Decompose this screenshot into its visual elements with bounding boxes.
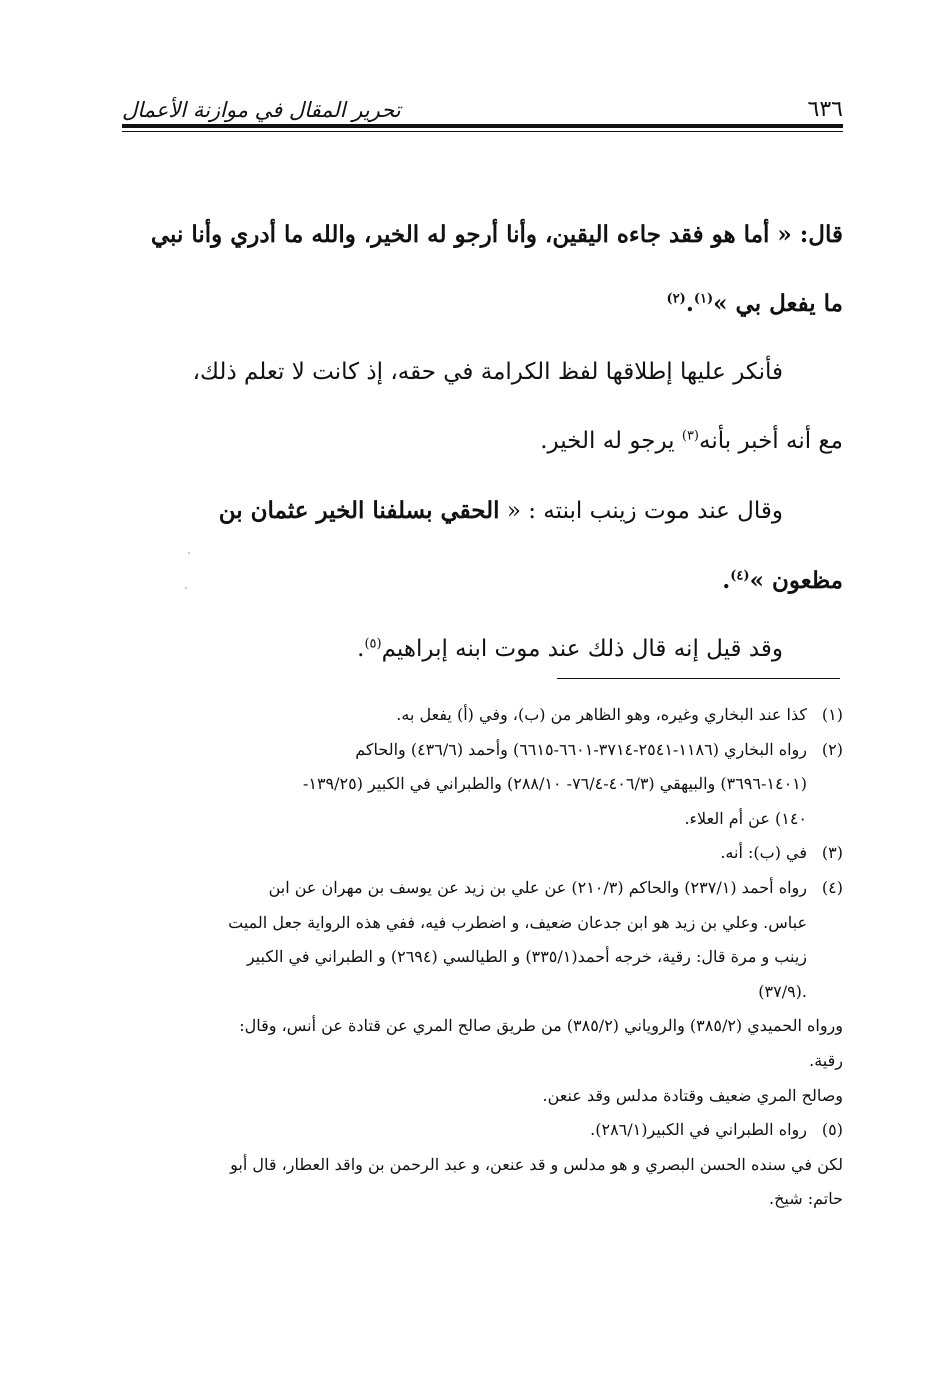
footnote-4-line-6: رقية.: [809, 1050, 843, 1070]
footnote-4-line-2: عباس. وعلي بن زيد هو ابن جدعان ضعيف، و اضطرب فيه، ففي هذه الرواية جعل الميت: [228, 912, 807, 932]
footnote-number: (٤): [821, 877, 843, 897]
footnote-2-line-2: (١٤٠١-٣٦٩٦) والبيهقي (٤٠٦/٣-٧٦/٤- ٢٨٨/١٠) والطبراني في الكبير (١٣٩/٢٥-: [302, 774, 807, 794]
footnote-separator: [557, 678, 840, 679]
footnote-5: [122, 1113, 843, 1148]
footnote-ref-5[interactable]: (٥): [364, 636, 382, 652]
paragraph-1-line-1: قال: « أما هو فقد جاءه اليقين، وأنا أرجو له الخير، والله ما أدري وأنا نبي: [150, 221, 843, 248]
footnote-2-line-3: ١٤٠) عن أم العلاء.: [684, 808, 807, 828]
text-segment: وقد قيل إنه قال ذلك عند موت ابنه إبراهيم: [381, 636, 783, 662]
paragraph-3-line-1: [122, 476, 843, 546]
text-segment: وقال عند موت زينب ابنته : «: [499, 498, 783, 524]
header-rule-thin: [122, 131, 843, 132]
footnote-4-line-7: وصالح المري ضعيف وقتادة مدلس وقد عنعن.: [542, 1085, 843, 1105]
footnote-text: رواه البخاري (١١٨٦-٢٥٤١-٣٧١٤-٦٦٠١-٦٦١٥) وأحمد (٤٣٦/٦) والحاكم: [355, 739, 807, 759]
running-title: تحرير المقال في موازنة الأعمال: [122, 98, 401, 122]
footnote-number: (٣): [821, 843, 843, 863]
footnote-ref-3[interactable]: (٣): [681, 428, 699, 444]
footnote-4-line-5: ورواه الحميدي (٣٨٥/٢) والروياني (٣٨٥/٢) من طريق صالح المري عن قتادة عن أنس، وقال:: [239, 1016, 843, 1036]
page-header: [122, 82, 843, 122]
paragraph-4-line-1: وقد قيل إنه قال ذلك عند موت ابنه إبراهيم$^{(٥)}$.: [357, 636, 783, 662]
footnotes: [122, 698, 843, 1217]
main-text: [122, 200, 843, 684]
footnote-text: رواه الطبراني في الكبير(٢٨٦/١).: [590, 1120, 807, 1140]
page-number: ٦٣٦: [807, 97, 843, 122]
text-segment: مع أنه أخبر بأنه: [699, 428, 843, 454]
footnote-1: [122, 698, 843, 733]
paragraph-3-line-2: مظعون »$^{(٤)}$.: [722, 567, 843, 594]
footnote-4-line-4: .(٣٧/٩): [758, 981, 807, 1001]
footnote-3: [122, 836, 843, 871]
footnote-text: كذا عند البخاري وغيره، وهو الظاهر من (ب)، وفي (أ) يفعل به.: [396, 705, 807, 724]
quote-text: الحقي بسلفنا الخير عثمان بن: [218, 497, 500, 524]
footnote-4-line-3: زينب و مرة قال: رقية، خرجه أحمد(٣٣٥/١) و الطيالسي (٢٦٩٤) و الطبراني في الكبير: [246, 947, 807, 967]
footnote-text: في (ب): أنه.: [720, 843, 807, 863]
footnote-ref-1[interactable]: (١): [693, 291, 714, 307]
paragraph-1-line-2: ما يفعل بي »$^{(١)}$.$^{(٢)}$: [666, 290, 843, 317]
footnote-4: [122, 871, 843, 906]
text-segment: يرجو له الخير.: [540, 428, 682, 454]
footnote-number: (١): [821, 705, 843, 724]
footnote-ref-4[interactable]: (٤): [730, 568, 750, 584]
footnote-2: [122, 733, 843, 768]
quote-text: ما يفعل بي »: [713, 290, 843, 317]
paragraph-2-line-2: [122, 407, 843, 476]
footnote-text: رواه أحمد (٢٣٧/١) والحاكم (٢١٠/٣) عن علي بن زيد عن يوسف بن مهران عن ابن: [268, 877, 807, 897]
footnote-5-line-3: حاتم: شيخ.: [769, 1189, 843, 1209]
footnote-5-line-2: لكن في سنده الحسن البصري و هو مدلس و قد عنعن، و عبد الرحمن بن واقد العطار، قال أبو: [230, 1154, 843, 1174]
header-rule: [122, 124, 843, 128]
paragraph-2-line-1: فأنكر عليها إطلاقها لفظ الكرامة في حقه، إذ كانت لا تعلم ذلك،: [192, 359, 783, 385]
quote-text: مظعون »: [749, 567, 843, 594]
scan-speck: [188, 552, 190, 554]
footnote-number: (٢): [821, 739, 843, 759]
footnote-ref-2[interactable]: (٢): [666, 291, 686, 307]
scan-speck: [185, 587, 187, 589]
footnote-number: (٥): [821, 1120, 843, 1140]
